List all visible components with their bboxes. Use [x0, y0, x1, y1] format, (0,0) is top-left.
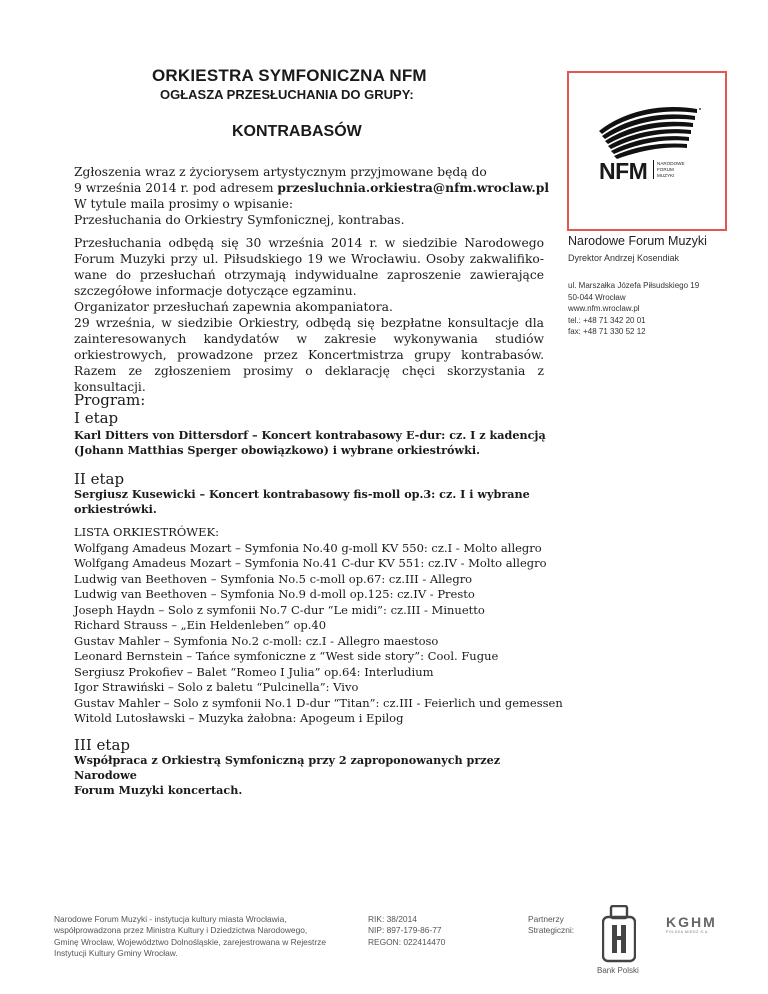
intro-line: Przesłuchania do Orkiestry Symfonicznej, kontrabas.: [74, 213, 405, 227]
contact-address: ul. Marszałka Józefa Piłsudskiego 19: [568, 281, 700, 290]
intro-line: Zgłoszenia wraz z życiorysem artystycznym przyjmowane będą do: [74, 165, 487, 179]
bank-logo-label: Bank Polski: [597, 966, 639, 975]
intro-line: W tytule maila prosimy o wpisanie:: [74, 197, 293, 211]
footer-partners-label: [528, 914, 574, 937]
kghm-logo-text: KGHM: [666, 914, 717, 930]
stage-3-line: Forum Muzyki koncertach.: [74, 783, 243, 797]
orchestral-excerpts-list: [74, 525, 563, 727]
nfm-logo-box: [567, 71, 727, 231]
list-item: Gustav Mahler – Symfonia No.2 c-moll: cz.I - Allegro maestoso: [74, 633, 439, 648]
logo-divider: [653, 160, 655, 179]
contact-phone: tel.: +48 71 342 20 01: [568, 315, 646, 325]
list-item: Richard Strauss – „Ein Heldenleben“ op.40: [74, 618, 327, 632]
nfm-logo-subtext: [657, 161, 685, 178]
footer-registry-info: [368, 914, 445, 948]
contact-fax: fax: +48 71 330 52 12: [568, 327, 646, 336]
list-item: Joseph Haydn – Solo z symfonii No.7 C-dur “Le midi”: cz.III - Minuetto: [74, 602, 485, 617]
logo-subtext-line: MUZYKI: [657, 172, 675, 178]
stage-1-heading: I etap: [74, 409, 119, 427]
repertoire-line: Sergiusz Kusewicki – Koncert kontrabasowy fis-moll op.3: cz. I i wybrane: [74, 487, 530, 501]
repertoire-line: Karl Ditters von Dittersdorf – Koncert kontrabasowy E-dur: cz. I z kadencją: [74, 428, 546, 442]
footer-line: Narodowe Forum Muzyki - instytucja kultury miasta Wrocławia,: [54, 914, 287, 924]
details-line: Forum Muzyki przy ul. Piłsudskiego 19 we Wrocławiu. Osoby zakwalifiko-: [74, 252, 544, 266]
footer-line: REGON: 022414470: [368, 936, 446, 947]
footer-line: Gminę Wrocław, Województwo Dolnośląskie, zarejestrowana w Rejestrze: [54, 936, 326, 947]
list-item: Leonard Bernstein – Tańce symfoniczne z “West side story”: Cool. Fugue: [74, 649, 499, 663]
stage-2-repertoire: [74, 487, 554, 517]
list-item: Sergiusz Prokofiev – Balet “Romeo I Julia” op.64: Interludium: [74, 664, 434, 679]
details-line: Organizator przesłuchań zapewnia akompaniatora.: [74, 300, 393, 314]
contact-info: [568, 280, 699, 338]
contact-city: 50-044 Wrocław: [568, 292, 626, 302]
announcement-title: ORKIESTRA SYMFONICZNA NFM: [152, 66, 427, 85]
repertoire-line: (Johann Matthias Sperger obowiązkowo) i wybrane orkiestrówki.: [74, 443, 480, 457]
nfm-logo-text: NFM: [599, 158, 648, 184]
stage-2-heading: II etap: [74, 470, 125, 488]
footer-line: RIK: 38/2014: [368, 914, 417, 924]
stage-3-description: [74, 753, 544, 798]
stage-1-repertoire: [74, 428, 554, 458]
list-item: Gustav Mahler – Solo z symfonii No.1 D-dur “Titan”: cz.III - Feierlich und gemessen: [74, 695, 563, 710]
application-info: [74, 164, 549, 228]
footer-line: Strategiczni:: [528, 925, 575, 936]
nfm-wave-icon: [569, 73, 725, 229]
details-line: Przesłuchania odbędą się 30 września 2014 r. w siedzibie Narodowego: [74, 236, 544, 250]
pko-bank-logo-icon: [602, 905, 636, 963]
logo-subtext-line: NARODOWE: [657, 161, 685, 166]
footer-institution-info: [54, 914, 326, 959]
list-item: Ludwig van Beethoven – Symfonia No.5 c-moll op.67: cz.III - Allegro: [74, 571, 473, 586]
list-item: Igor Strawiński – Solo z baletu “Pulcinella”: Vivo: [74, 680, 359, 694]
list-item: Witold Lutosławski – Muzyka żałobna: Apogeum i Epilog: [74, 711, 404, 725]
details-line: szczegółowe informacje dotyczące egzaminu.: [74, 284, 357, 298]
intro-line: [74, 180, 549, 196]
list-item: Ludwig van Beethoven – Symfonia No.9 d-moll op.125: cz.IV - Presto: [74, 587, 475, 601]
email-link[interactable]: przesluchnia.orkiestra@nfm.wroclaw.pl: [277, 180, 549, 195]
details-line: zainteresowanych kandydatów w zakresie wykonywania studiów: [74, 332, 544, 346]
logo-subtext-line: FORUM: [657, 166, 674, 172]
details-line: wane do przesłuchań otrzymają indywidualne zaproszenie zawierające: [74, 268, 544, 282]
details-line: Razem ze zgłoszeniem prosimy o deklarację chęci skorzystania z konsultacji.: [74, 364, 544, 394]
director-name: Dyrektor Andrzej Kosendiak: [568, 253, 680, 263]
instrument-group-title: KONTRABASÓW: [232, 123, 362, 140]
audition-details: [74, 235, 544, 395]
contact-website-link[interactable]: www.nfm.wroclaw.pl: [568, 304, 640, 313]
announcement-subtitle: OGŁASZA PRZESŁUCHANIA DO GRUPY:: [160, 87, 414, 102]
details-line: 29 września, w siedzibie Orkiestry, odbędą się bezpłatne konsultacje dla: [74, 316, 544, 330]
repertoire-line: orkiestrówki.: [74, 502, 157, 516]
details-line: orkiestrowych, prowadzone przez Koncertmistrza grupy kontrabasów.: [74, 348, 544, 362]
kghm-logo-subtext: POLSKA MIEDŹ S.A.: [666, 930, 710, 934]
footer-line: współprowadzona przez Ministra Kultury i Dziedzictwa Narodowego,: [54, 925, 308, 936]
list-item: Wolfgang Amadeus Mozart – Symfonia No.41 C-dur KV 551: cz.IV - Molto allegro: [74, 556, 547, 570]
footer-line: NIP: 897-179-86-77: [368, 925, 442, 936]
organization-name: Narodowe Forum Muzyki: [568, 234, 707, 248]
footer-line: Instytucji Kultury Gminy Wrocław.: [54, 947, 178, 958]
list-item: Wolfgang Amadeus Mozart – Symfonia No.40 g-moll KV 550: cz.I - Molto allegro: [74, 540, 542, 555]
intro-date-text: 9 września 2014 r. pod adresem: [74, 181, 278, 195]
stage-3-heading: III etap: [74, 736, 130, 754]
footer-line: Partnerzy: [528, 914, 564, 924]
list-title: LISTA ORKIESTRÓWEK:: [74, 525, 219, 539]
stage-3-line: Współpraca z Orkiestrą Symfoniczną przy 2 zaproponowanych przez Narodowe: [74, 753, 501, 782]
program-heading: Program:: [74, 391, 146, 409]
